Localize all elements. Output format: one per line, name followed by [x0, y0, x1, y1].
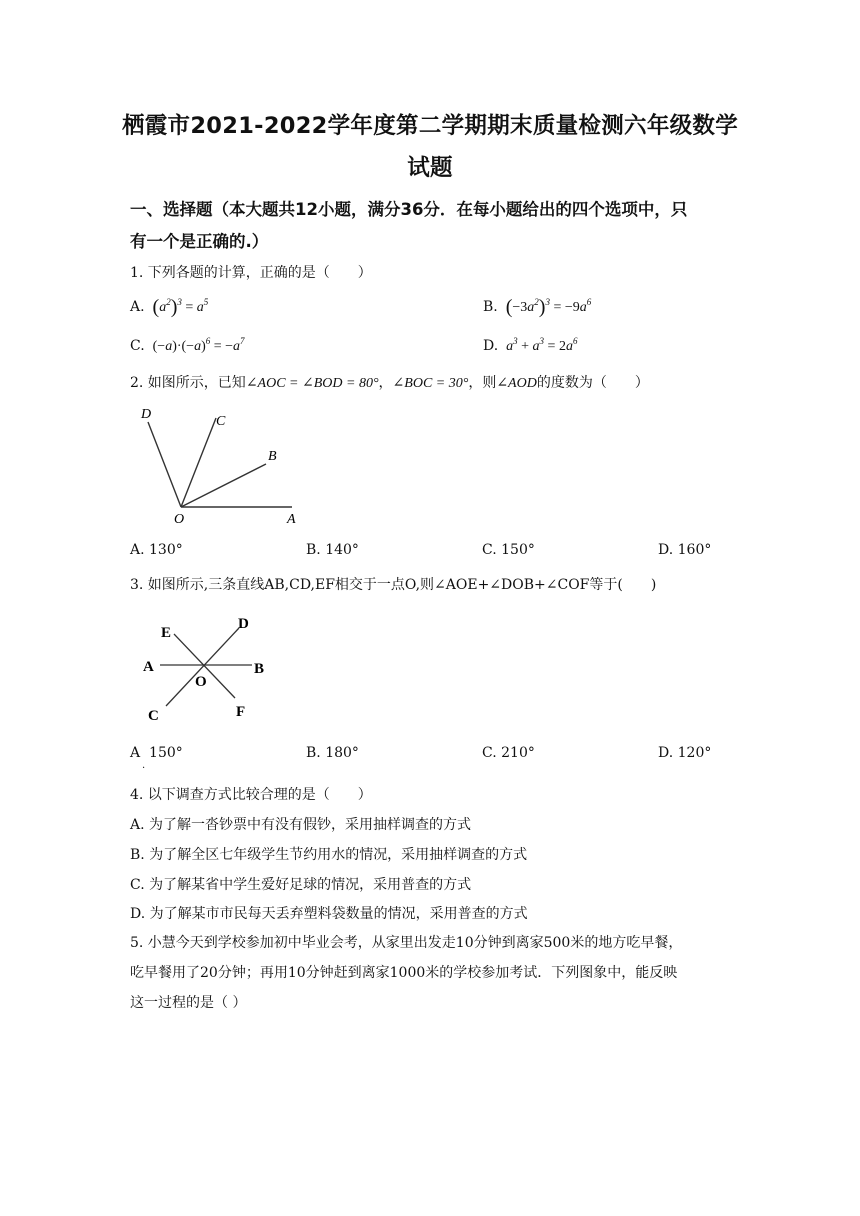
question-3-option-a: A 150° — [130, 745, 183, 761]
label-b: B — [254, 661, 265, 677]
question-4-option-d: D. 为了解某市市民每天丢弃塑料袋数量的情况，采用普查的方式 — [130, 906, 528, 922]
question-4-option-b: B. 为了解全区七年级学生节约用水的情况，采用抽样调查的方式 — [130, 847, 528, 863]
question-5-stem-line-2: 吃早餐用了20分钟；再用10分钟赶到离家1000米的学校参加考试．下列图象中，能反映 — [130, 965, 678, 981]
question-2-angle-figure — [130, 400, 310, 530]
ray-oc — [181, 418, 216, 507]
ray-od — [148, 422, 181, 507]
question-4-option-a: A. 为了解一沓钞票中有没有假钞，采用抽样调查的方式 — [130, 817, 472, 833]
question-4-stem: 4. 以下调查方式比较合理的是（ ） — [130, 787, 372, 803]
question-3-option-d: D. 120° — [658, 745, 712, 761]
question-2-option-b: B. 140° — [306, 542, 359, 558]
label-o: O — [174, 512, 185, 527]
label-b: B — [268, 449, 277, 464]
option-d-formula: $a^3 + a^3 = 2a^6$ — [502, 336, 578, 354]
question-3-stem: 3. 如图所示,三条直线AB,CD,EF相交于一点O,则∠AOE+∠DOB+∠COF等于( ) — [130, 577, 657, 593]
question-3-option-b: B. 180° — [306, 745, 359, 761]
question-3-lines-figure — [140, 610, 280, 726]
label-o: O — [195, 674, 207, 690]
ray-ob — [181, 464, 266, 507]
page-title: 栖霞市2021-2022学年度第二学期期末质量检测六年级数学 — [121, 113, 739, 139]
question-2-stem: 2. 如图所示，已知∠AOC = ∠BOD = 80°，∠BOC = 30°，则∠AOD的度数为（ ） — [130, 375, 649, 391]
question-5-stem-line-1: 5. 小慧今天到学校参加初中毕业会考，从家里出发走10分钟到离家500米的地方吃早餐， — [130, 935, 683, 951]
stray-dot: . — [142, 760, 146, 771]
question-5-stem-line-3: 这一过程的是（ ） — [130, 995, 247, 1011]
label-f: F — [236, 704, 246, 720]
line-cd — [166, 628, 239, 706]
question-1-option-a: A. $(a^2)^3 = a^5$ — [130, 296, 209, 318]
question-2-option-a: A. 130° — [130, 542, 183, 558]
option-b-formula: $(-3a^2)^3 = -9a^6$ — [505, 296, 592, 318]
label-d: D — [141, 407, 152, 422]
question-2-option-d: D. 160° — [658, 542, 712, 558]
label-c: C — [216, 414, 226, 429]
question-2-option-c: C. 150° — [482, 542, 535, 558]
question-1-option-b: B. $(-3a^2)^3 = -9a^6$ — [483, 296, 592, 318]
option-c-formula: $(-a)\cdot(-a)^6 = -a^7$ — [152, 336, 245, 354]
question-1-stem: 1. 下列各题的计算，正确的是（ ） — [130, 265, 372, 281]
question-4-option-c: C. 为了解某省中学生爱好足球的情况，采用普查的方式 — [130, 877, 472, 893]
label-a: A — [287, 512, 296, 527]
page-title-continued: 试题 — [407, 155, 453, 181]
question-3-option-c: C. 210° — [482, 745, 535, 761]
section-heading-continued: 有一个是正确的.） — [130, 232, 269, 251]
label-d: D — [238, 616, 249, 632]
label-a: A — [143, 659, 154, 675]
option-a-formula: $(a^2)^3 = a^5$ — [152, 296, 209, 318]
label-c: C — [148, 708, 159, 724]
question-1-option-c: C. $(-a)\cdot(-a)^6 = -a^7$ — [130, 336, 245, 354]
question-1-option-d: D. $a^3 + a^3 = 2a^6$ — [483, 336, 578, 354]
label-e: E — [161, 625, 172, 641]
section-heading: 一、选择题（本大题共12小题，满分36分．在每小题给出的四个选项中，只 — [130, 200, 688, 219]
